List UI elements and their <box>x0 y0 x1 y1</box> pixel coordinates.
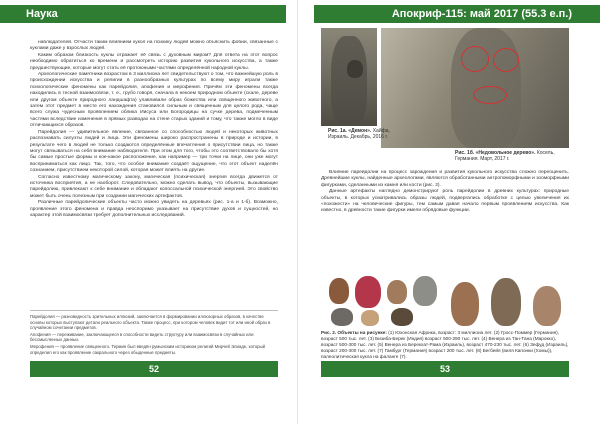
caption-title: Рис. 1а. «Демон». <box>328 128 372 134</box>
figurine-object <box>451 282 479 326</box>
right-page-body <box>321 170 569 270</box>
right-page-number: 53 <box>439 364 450 374</box>
footnote: Мерофения — проявление священного. Термин был введён румынским историком религий Мирчей Элиаде, который определил его как проявление сакрального через обыденные предметы. <box>30 343 266 355</box>
right-header-bar <box>314 5 600 23</box>
right-header-title: Апокриф-115: май 2017 (55.3 е.п.) <box>391 8 572 20</box>
figurine-object <box>387 280 407 304</box>
footnote: Апофения — переживание, заключающееся в способности видеть структуру или взаимосвязи в случайных или бессмысленных данных. <box>30 331 254 343</box>
figurine-object <box>331 308 353 326</box>
footnote: Парейдолия — разновидность зрительных иллюзий, заключается в формировании иллюзорных образов, в качестве основы которых выступают детали реального объекта. Также процесс, при котором человек видит тот или иной образ в случайном сочетании предметов. <box>30 314 271 331</box>
figurine-object <box>391 308 413 326</box>
right-paragraph: Влияние парейдолии на процесс зарождения и развития кукольного искусства сложно переоценить. Древнейшие куклы, найденные археологами, являются обработанными антропоморфными и зооморфными фигурками, сделанными из камня или кости (рис. 2). <box>321 170 569 188</box>
left-page-number-bar <box>30 361 278 377</box>
figurine-object <box>491 278 521 326</box>
figure-caption-2 <box>321 330 569 360</box>
caption-text: Хайфа, Израиль. Декабрь, 2016 г. <box>328 128 390 141</box>
figurine-object <box>329 278 349 304</box>
left-paragraph: Согласно известному магическому закону, магическая (психическая) энергия всегда движется от источника восприятия, а не наоборот. Следовательно, можно сделать вывод, что объекты, вызывающие парейдолию, привлекают к себе внимание и обладают колоссальной психической энергией. Это свойство может быть очень полезным при создании магических артефактов. <box>30 174 278 199</box>
figurine-object <box>355 276 381 308</box>
photo-demon-tree <box>321 28 377 126</box>
photo-ancient-figurines <box>321 272 569 328</box>
highlight-ring-mouth <box>473 86 507 104</box>
footnotes <box>30 310 278 356</box>
left-header-bar <box>0 5 286 23</box>
page-gutter <box>297 0 298 424</box>
left-paragraph: Археологические памятники возрастом в 3 миллиона лет свидетельствуют о том, что важнейшую роль в происхождении искусства и религии в разнообразных культурах по всему миру играли также психологические феномены как парейдолия, апофения и мерофения. Причём эти феномены всегда находились в тесной взаимосвязи, т. е., грубо говоря, сначала в некоем природном объекте (скале, дереве или другом объекте природного ландшафта) улавливали образ божества или священного животного, а затем этот предмет в месте его нахождения становился сильным и священным для целого рода, чаще всего служа чудесным проявлением облика Иисуса или Богородицы на сучке дерева, подмеченным частями вследствие изменения в прямых разводах на стене старых зданий и тому, что также могло в виде отличающихся образов. <box>30 72 278 129</box>
left-paragraph: Парейдолия — удивительное явление, связанное со способностью людей и некоторых животных распознавать силуэты людей и лица. Эти феномены широко распространены в природе и истории, в результате чего в людей не только создаются определённые впечатления о присутствии лица, но также могут связываться на себя внимание наблюдателя. При этом для того, чтобы это соответствовало бы хотя бы самые простые формы и кое-какое расположение, как например — три точки на лице, они уже могут восприниматься как лицо. Так, того, что особое внимание создаёт ощущение, что этот объект наделён сознанием, присутствием некоторой силой, которая может влиять на другие. <box>30 129 278 174</box>
figure-caption-1b <box>455 150 567 163</box>
highlight-ring-eye-right <box>493 48 519 72</box>
left-paragraph: Различные парейдолические объекты часто можно увидеть на деревьях (рис. 1-а и 1-б). Возможно, проявление этого феномена и правда неоспоримо указывает на присутствие духов и сущностей, но характер этой взаимосвязи требует дополнительных исследований. <box>30 200 278 218</box>
photo-grumpy-tree <box>381 28 569 148</box>
right-page-number-bar <box>321 361 569 377</box>
figure-caption-1a <box>328 128 390 141</box>
left-page-body <box>30 40 278 302</box>
highlight-ring-eye-left <box>461 46 489 72</box>
figurine-object <box>533 286 561 326</box>
tree-face-shape <box>347 60 363 78</box>
right-paragraph: Данные артефакты наглядно демонстрируют роль парейдолии в древних культурах: природные объекты, в которых усматривались образы людей, подвергались обработке с целью увеличения их «похожести» на человеческие фигуры, тем самым давая начало первым проявлениям искусства. Как известно, в древности такие фигурки имели обрядовые функции. <box>321 189 569 214</box>
left-header-title: Наука <box>26 8 58 20</box>
figurine-object <box>413 276 437 306</box>
left-paragraph: Каким образом близкость куклы отражает её связь с духовным миром? Для ответа на этот вопрос необходимо обратиться ко времени и рассмотреть историю развития кукольного искусства, а также предшествующие, которые могут стать её протоюными частями определённой народной куклы. <box>30 52 278 71</box>
figurine-object <box>361 310 379 326</box>
caption-text: (1) Юхонская Африка, возраст: 3 миллиона лет. (2) Гросс-Поммер (Германия), возраст 500 тыс. лет. (3) Бизиба-Берек (Индия) возраст 500-290 тыс. лет. (4) Венера из Тан-Тана (Марокко), возраст 500-300 тыс. лет. (5) Венера из Берекхат-Рама (Израиль), возраст 470-230 тыс. лет. (6) Зефуд (Израиль), возраст 200-300 тыс. лет. (7) Гамбург (Германия) возраст 200 тыс. лет. (8) Бегбейя (виля Капонки (Хомы)), палеолитическая кукла на фаланге (7). <box>321 330 569 359</box>
caption-text: Косель, Германия. Март, 2017 г. <box>455 150 555 163</box>
tree-trunk-shape <box>331 36 367 124</box>
caption-title: Рис. 1б. «Недовольное дерево». <box>455 150 536 156</box>
caption-title: Рис. 2. Объекты на рисунке: <box>321 330 387 335</box>
left-page-number: 52 <box>148 364 159 374</box>
left-paragraph: наблюдателей. Отчасти таким влиянием кукол на психику людей можно объяснить фобии, связанные с куклами даже у взрослых людей. <box>30 40 278 52</box>
